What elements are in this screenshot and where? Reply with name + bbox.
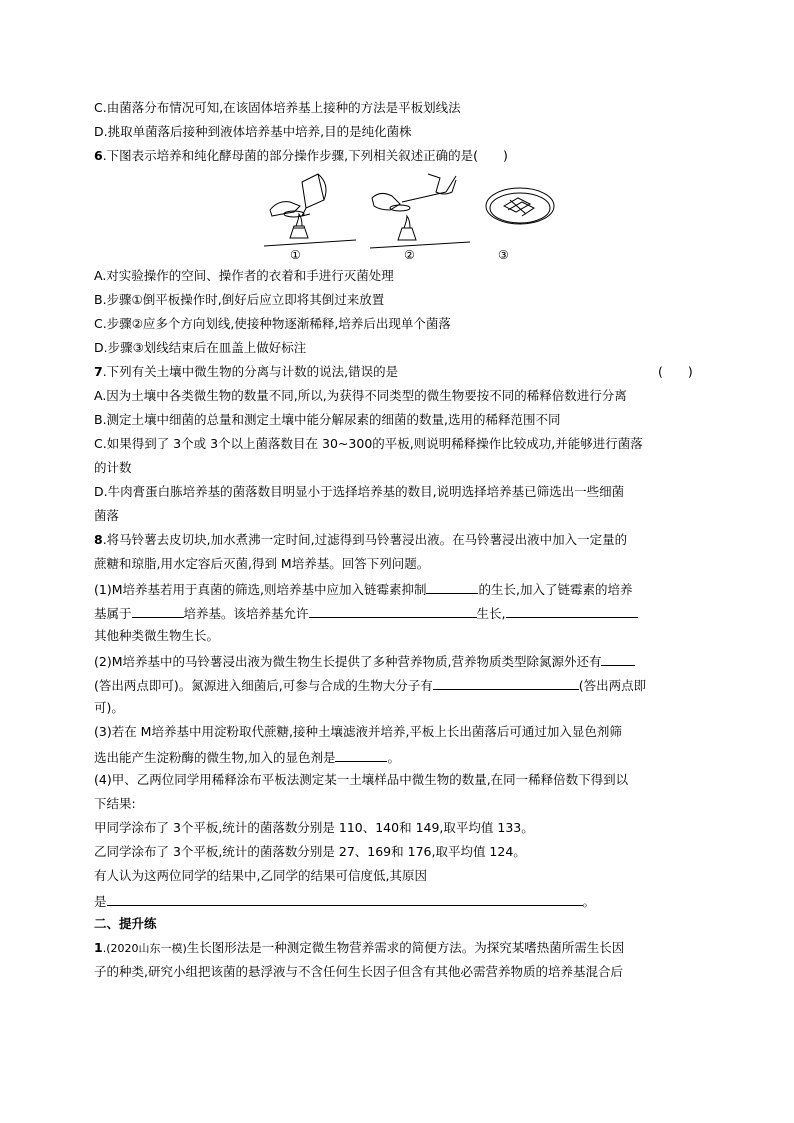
fig-label-1: ① <box>290 248 301 262</box>
s2-q1-line2: 子的种类,研究小组把该菌的悬浮液与不含任何生长因子但含有其他必需营养物质的培养基混合后 <box>94 964 623 979</box>
s2-q1-number: 1 <box>94 940 103 955</box>
answer-blank-4[interactable] <box>506 604 638 618</box>
q5-option-c: C.由菌落分布情况可知,在该固体培养基上接种的方法是平板划线法 <box>94 100 461 115</box>
q7-option-c-cont: 的计数 <box>94 460 132 475</box>
q7-option-d: D.牛肉膏蛋白胨培养基的菌落数目明显小于选择培养基的数目,说明选择培养基已筛选出一些细菌 <box>94 484 625 499</box>
q8-part2-line3: 可)。 <box>94 700 124 715</box>
q8-p1d: 培养基。该培养基允许 <box>183 606 309 621</box>
fig3-petri-dish <box>486 188 554 224</box>
answer-blank-8[interactable] <box>107 892 583 906</box>
q8-p1b: 的生长,加入了链霉素的培养 <box>478 582 633 597</box>
q8-p1a: (1)M培养基若用于真菌的筛选,则培养基中应加入链霉素抑制 <box>94 582 427 597</box>
q8-part4-line4: 乙同学涂布了 3个平板,统计的菌落数分别是 27、169和 176,取平均值 124。 <box>94 844 526 859</box>
q8-part1-line1 <box>94 580 632 598</box>
answer-blank-2[interactable] <box>132 604 184 618</box>
q8-line1 <box>94 532 627 548</box>
q8-line1-text: .将马铃薯去皮切块,加水煮沸一定时间,过滤得到马铃薯浸出液。在马铃薯浸出液中加入一定量的 <box>102 532 628 547</box>
q6-figure-drawing <box>260 170 580 264</box>
q8-p3c: 。 <box>387 750 400 765</box>
q7-option-b: B.测定土壤中细菌的总量和测定土壤中能分解尿素的细菌的数量,选用的稀释范围不同 <box>94 412 561 427</box>
q7-answer-paren: ( ) <box>658 364 693 379</box>
q6-option-d: D.步骤③划线结束后在皿盖上做好标注 <box>94 340 307 355</box>
q6-stem-text: .下图表示培养和纯化酵母菌的部分操作步骤,下列相关叙述正确的是( ) <box>102 148 508 163</box>
q6-stem <box>94 148 508 164</box>
q6-number: 6 <box>94 148 103 163</box>
q7-stem <box>94 364 398 380</box>
q7-number: 7 <box>94 364 103 379</box>
q6-figure <box>260 170 580 264</box>
answer-blank-5[interactable] <box>601 652 635 666</box>
q7-option-d-cont: 菌落 <box>94 508 120 523</box>
answer-blank-1[interactable] <box>426 580 478 594</box>
q8-part1-line2 <box>94 604 638 622</box>
answer-blank-3[interactable] <box>309 604 477 618</box>
q8-part3-line2 <box>94 748 400 766</box>
q8-part1-line3: 其他种类微生物生长。 <box>94 628 220 643</box>
q8-p2a: (2)M培养基中的马铃薯浸出液为微生物生长提供了多种营养物质,营养物质类型除氮源外还有 <box>94 654 602 669</box>
q8-part2-line2 <box>94 676 646 694</box>
q8-part4-line6 <box>94 892 595 910</box>
fig1-pouring-plate <box>264 174 356 246</box>
fig2-streaking <box>370 174 470 248</box>
q8-part3-line1: (3)若在 M培养基中用淀粉取代蔗糖,接种土壤滤液并培养,平板上长出菌落后可通过加入显色剂筛 <box>94 724 622 739</box>
q6-option-c: C.步骤②应多个方向划线,使接种物逐渐稀释,培养后出现单个菌落 <box>94 316 451 331</box>
q6-option-a: A.对实验操作的空间、操作者的衣着和手进行灭菌处理 <box>94 268 394 283</box>
q8-number: 8 <box>94 532 103 547</box>
q8-p3b: 选出能产生淀粉酶的微生物,加入的显色剂是 <box>94 750 336 765</box>
q7-option-c: C.如果得到了 3个或 3个以上菌落数目在 30~300的平板,则说明稀释操作比较成功,并能够进行菌落 <box>94 436 643 451</box>
q8-line2: 蔗糖和琼脂,用水定容后灭菌,得到 M培养基。回答下列问题。 <box>94 556 430 571</box>
fig-label-3: ③ <box>498 248 509 262</box>
q8-part4-line5: 有人认为这两位同学的结果中,乙同学的结果可信度低,其原因 <box>94 868 427 883</box>
s2-q1-source: .(2020山东一模) <box>102 942 187 955</box>
q8-p2c: (答出两点即 <box>578 678 647 693</box>
q7-stem-text: .下列有关土壤中微生物的分离与计数的说法,错误的是 <box>102 364 399 379</box>
q8-part4-line2: 下结果: <box>94 796 136 811</box>
s2-q1-line1-text: 生长图形法是一种测定微生物营养需求的简便方法。为探究某嗜热菌所需生长因 <box>186 940 625 955</box>
q8-part4-line1: (4)甲、乙两位同学用稀释涂布平板法测定某一土壤样品中微生物的数量,在同一稀释倍数下得到以 <box>94 772 629 787</box>
answer-blank-7[interactable] <box>335 748 387 762</box>
q7-option-a: A.因为土壤中各类微生物的数量不同,所以,为获得不同类型的微生物要按不同的稀释倍数进行分离 <box>94 388 627 403</box>
q8-p4g: 。 <box>582 894 596 909</box>
q6-option-b: B.步骤①倒平板操作时,倒好后应立即将其倒过来放置 <box>94 292 385 307</box>
q5-option-d: D.挑取单菌落后接种到液体培养基中培养,目的是纯化菌株 <box>94 124 412 139</box>
section-heading: 二、提升练 <box>94 916 157 931</box>
q8-p2b: (答出两点即可)。氮源进入细菌后,可参与合成的生物大分子有 <box>94 678 433 693</box>
fig-label-2: ② <box>404 248 415 262</box>
answer-blank-6[interactable] <box>433 676 579 690</box>
q8-part4-line3: 甲同学涂布了 3个平板,统计的菌落数分别是 110、140和 149,取平均值 133。 <box>94 820 534 835</box>
q8-p4f: 是 <box>94 894 107 909</box>
q8-part2-line1 <box>94 652 635 670</box>
q8-p1c: 基属于 <box>94 606 132 621</box>
q8-p1e: 生长, <box>476 606 506 621</box>
s2-q1-line1 <box>94 940 624 957</box>
